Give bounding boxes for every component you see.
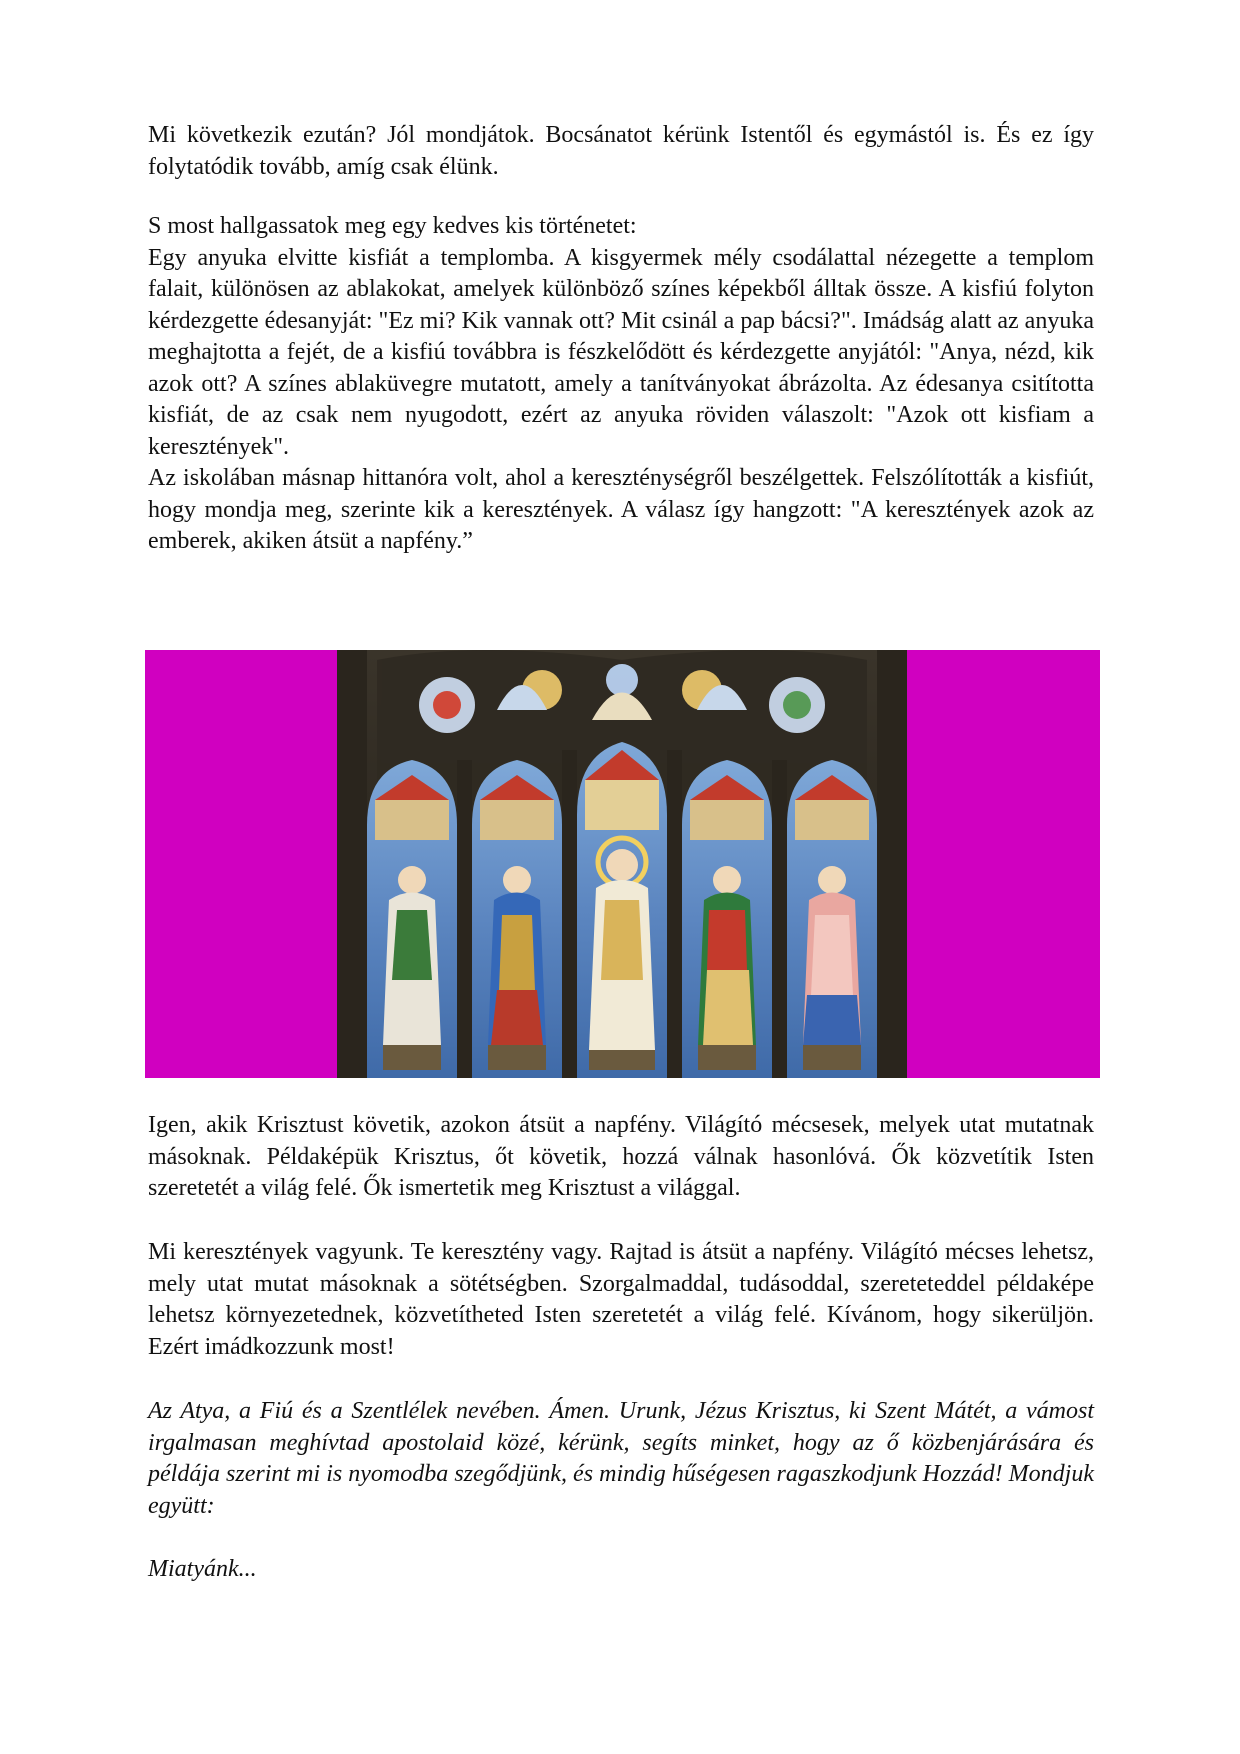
paragraph-confession: Mi következik ezután? Jól mondjátok. Bocsánatot kérünk Istentől és egymástól is. És ez így folytatódik tovább, amíg csak élünk.	[148, 122, 1094, 180]
stained-glass-image-band	[145, 650, 1100, 1078]
story-intro: S most hallgassatok meg egy kedves kis történetet:	[148, 213, 637, 239]
paragraph-you-are-christian: Mi keresztények vagyunk. Te keresztény vagy. Rajtad is átsüt a napfény. Világító mécses lehetsz, mely utat mutat másoknak a sötétségben. Szorgalmaddal, tudásoddal, szereteteddel példaképe lehetsz környezetednek, közvetítheted Isten szeretetét a világ felé. Kívánom, hogy sikerüljön. Ezért imádkozzunk most!	[148, 1239, 1094, 1360]
stained-glass-window-illustration	[337, 650, 907, 1078]
paragraph-prayer: Az Atya, a Fiú és a Szentlélek nevében. Ámen. Urunk, Jézus Krisztus, ki Szent Mátét, a vámost irgalmasan meghívtad apostolaid közé, kérünk, segíts minket, hogy az ő közbenjárására és példája szerint mi is nyomodba szegődjünk, és mindig hűségesen ragaszkodjunk Hozzád! Mondjuk együtt:	[148, 1398, 1094, 1519]
paragraph-christ-followers: Igen, akik Krisztust követik, azokon átsüt a napfény. Világító mécsesek, melyek utat mutatnak másoknak. Példaképük Krisztus, őt követik, hozzá válnak hasonlóvá. Ők közvetítik Isten szeretetét a világ felé. Ők ismertetik meg Krisztust a világgal.	[148, 1112, 1094, 1201]
story-church-visit: Egy anyuka elvitte kisfiát a templomba. A kisgyermek mély csodálattal nézegette a templom falait, különösen az ablakokat, amelyek különböző színes képekből álltak össze. A kisfiú folyton kérdezgette édesanyját: "Ez mi? Kik vannak ott? Mit csinál a pap bácsi?". Imádság alatt az anyuka meghajtotta a fejét, de a kisfiú továbbra is fészkelődött és kérdezgette anyjától: "Anya, nézd, kik azok ott? A színes ablaküvegre mutatott, amely a tanítványokat ábrázolta. Az édesanya csitította kisfiát, de az csak nem nyugodott, ezért az anyuka röviden válaszolt: "Azok ott kisfiam a keresztények".	[148, 244, 1094, 460]
stained-glass-window-image	[337, 650, 907, 1078]
paragraph-our-father: Miatyánk...	[148, 1556, 257, 1582]
story-school-answer: Az iskolában másnap hittanóra volt, ahol a kereszténységről beszélgettek. Felszólították a kisfiút, hogy mondja meg, szerinte kik a keresztények. A válasz így hangzott: "A keresztények azok az emberek, akiken átsüt a napfény.”	[148, 465, 1094, 554]
paragraph-story	[148, 211, 1094, 558]
